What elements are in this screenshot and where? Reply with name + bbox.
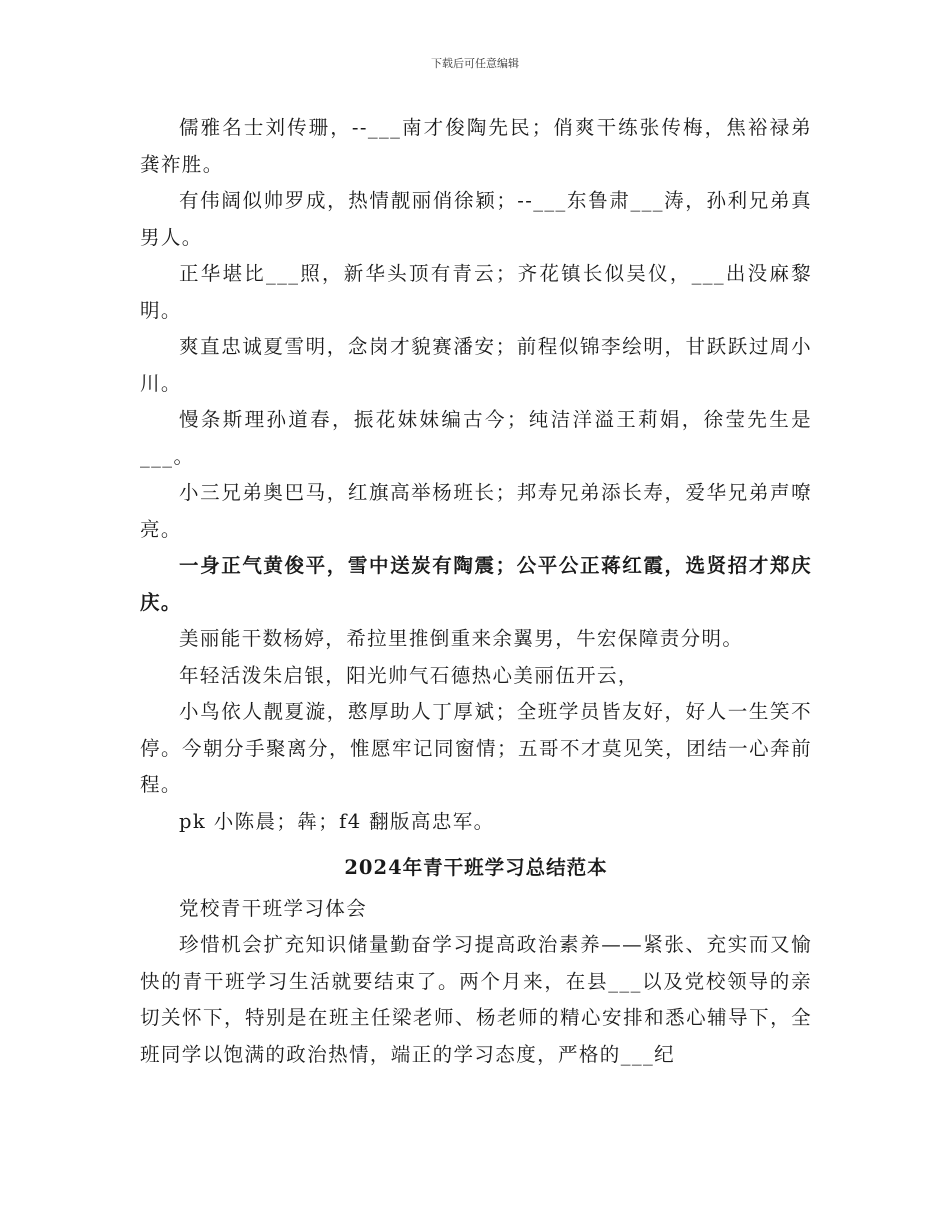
paragraph: 慢条斯理孙道春，振花妹妹编古今；纯洁洋溢王莉娟，徐莹先生是___。 xyxy=(140,408,812,468)
paragraph: pk 小陈晨；犇；f4 翻版高忠军。 xyxy=(179,809,495,833)
paragraph: 小鸟依人靓夏漩，憨厚助人丁厚斌；全班学员皆友好，好人一生笑不停。今朝分手聚离分，惟愿牢记同窗情；五哥不才莫见笑，团结一心奔前程。 xyxy=(140,700,812,796)
paragraph: 美丽能干数杨婷，希拉里推倒重来余翼男，牛宏保障责分明。 xyxy=(179,627,744,650)
page-header: 下载后可任意编辑 xyxy=(431,57,519,70)
paragraph: 小三兄弟奥巴马，红旗高举杨班长；邦寿兄弟添长寿，爱华兄弟声嘹亮。 xyxy=(140,481,812,541)
paragraph: 正华堪比___照，新华头顶有青云；齐花镇长似吴仪，___出没麻黎明。 xyxy=(140,262,812,322)
paragraph: 爽直忠诚夏雪明，念岗才貌赛潘安；前程似锦李绘明，甘跃跃过周小川。 xyxy=(140,335,812,395)
paragraph: 年轻活泼朱启银，阳光帅气石德热心美丽伍开云， xyxy=(179,663,639,687)
section-body: 珍惜机会扩充知识储量勤奋学习提高政治素养——紧张、充实而又愉快的青干班学习生活就要结束了。两个月来，在县___以及党校领导的亲切关怀下，特别是在班主任梁老师、杨老师的精心安排和悉心辅导下，全班同学以饱满的政治热情，端正的学习态度，严格的___纪 xyxy=(140,933,812,1066)
paragraph: 儒雅名士刘传珊，--___南才俊陶先民；俏爽干练张传梅，焦裕禄弟龚祚胜。 xyxy=(140,116,812,176)
section-subtitle: 党校青干班学习体会 xyxy=(179,896,368,920)
section-title: 2024年青干班学习总结范本 xyxy=(344,856,608,879)
document-body xyxy=(140,110,812,1073)
paragraph: 有伟阔似帅罗成，热情靓丽俏徐颖；--___东鲁肃___涛，孙利兄弟真男人。 xyxy=(140,189,812,249)
paragraph-bold: 一身正气黄俊平，雪中送炭有陶震；公平公正蒋红霞，选贤招才郑庆庆。 xyxy=(140,554,812,614)
